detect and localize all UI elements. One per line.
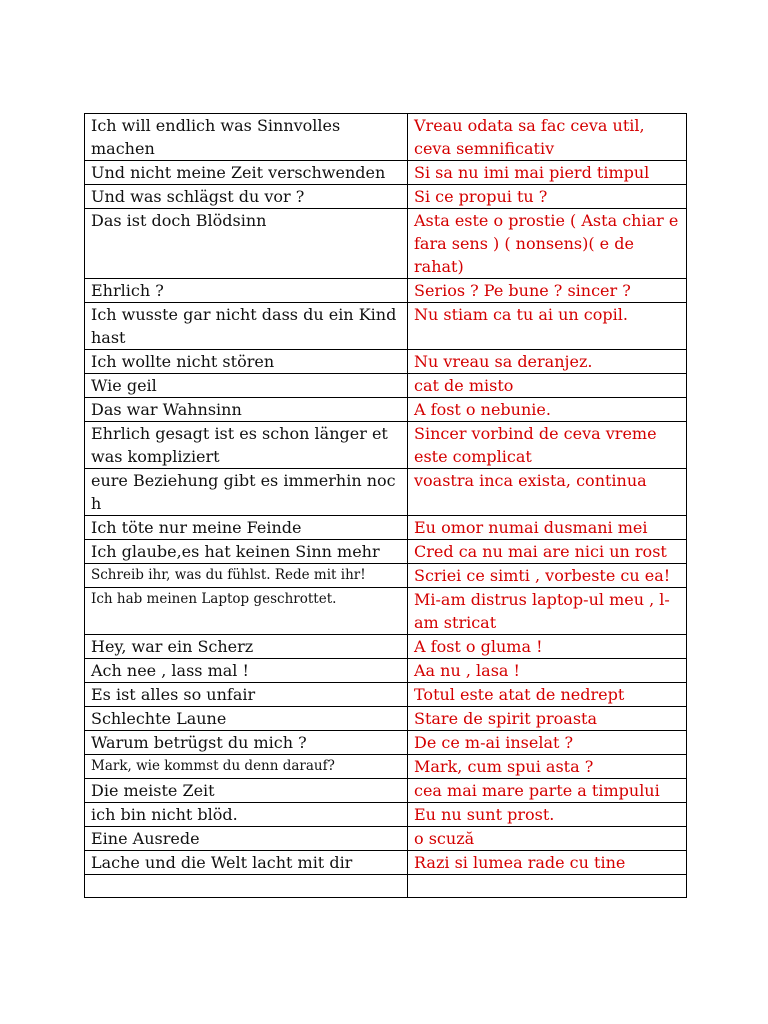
german-phrase-cell: Ich hab meinen Laptop geschrottet. (85, 588, 408, 635)
table-row (85, 564, 687, 588)
romanian-translation-cell: A fost o nebunie. (408, 398, 687, 422)
german-phrase-cell: Ich wollte nicht stören (85, 350, 408, 374)
romanian-translation-cell: Cred ca nu mai are nici un rost (408, 540, 687, 564)
table-row (85, 374, 687, 398)
german-phrase-cell: Lache und die Welt lacht mit dir (85, 851, 408, 875)
romanian-translation-cell: Eu nu sunt prost. (408, 803, 687, 827)
table-row (85, 279, 687, 303)
romanian-translation-cell: Sincer vorbind de ceva vreme este complicat (408, 422, 687, 469)
german-phrase-cell: Das ist doch Blödsinn (85, 209, 408, 279)
romanian-translation-cell: Vreau odata sa fac ceva util, ceva semnificativ (408, 114, 687, 161)
romanian-translation-cell: o scuză (408, 827, 687, 851)
german-phrase-cell: Schlechte Laune (85, 707, 408, 731)
german-phrase-cell: Mark, wie kommst du denn darauf? (85, 755, 408, 779)
romanian-translation-cell: A fost o gluma ! (408, 635, 687, 659)
german-phrase-cell: Hey, war ein Scherz (85, 635, 408, 659)
table-row (85, 803, 687, 827)
romanian-translation-cell (408, 875, 687, 898)
german-phrase-cell: Eine Ausrede (85, 827, 408, 851)
german-phrase-cell: Und nicht meine Zeit verschwenden (85, 161, 408, 185)
table-row (85, 114, 687, 161)
table-row (85, 303, 687, 350)
table-row (85, 209, 687, 279)
romanian-translation-cell: Nu vreau sa deranjez. (408, 350, 687, 374)
german-phrase-cell: Und was schlägst du vor ? (85, 185, 408, 209)
table-row (85, 755, 687, 779)
german-phrase-cell: Ach nee , lass mal ! (85, 659, 408, 683)
romanian-translation-cell: Totul este atat de nedrept (408, 683, 687, 707)
table-row (85, 683, 687, 707)
table-row (85, 635, 687, 659)
table-row (85, 588, 687, 635)
table-row (85, 516, 687, 540)
german-phrase-cell: Ich töte nur meine Feinde (85, 516, 408, 540)
vocabulary-table-body (85, 114, 687, 898)
table-row (85, 185, 687, 209)
table-row (85, 731, 687, 755)
romanian-translation-cell: De ce m-ai inselat ? (408, 731, 687, 755)
romanian-translation-cell: Serios ? Pe bune ? sincer ? (408, 279, 687, 303)
german-phrase-cell: Die meiste Zeit (85, 779, 408, 803)
romanian-translation-cell: Scriei ce simti , vorbeste cu ea! (408, 564, 687, 588)
romanian-translation-cell: Mark, cum spui asta ? (408, 755, 687, 779)
romanian-translation-cell: Nu stiam ca tu ai un copil. (408, 303, 687, 350)
german-phrase-cell: Das war Wahnsinn (85, 398, 408, 422)
german-phrase-cell: Ehrlich gesagt ist es schon länger et was kompliziert (85, 422, 408, 469)
german-phrase-cell: Schreib ihr, was du fühlst. Rede mit ihr! (85, 564, 408, 588)
vocabulary-table (84, 113, 687, 898)
romanian-translation-cell: Si sa nu imi mai pierd timpul (408, 161, 687, 185)
romanian-translation-cell: Aa nu , lasa ! (408, 659, 687, 683)
romanian-translation-cell: voastra inca exista, continua (408, 469, 687, 516)
romanian-translation-cell: Asta este o prostie ( Asta chiar e fara sens ) ( nonsens)( e de rahat) (408, 209, 687, 279)
romanian-translation-cell: Stare de spirit proasta (408, 707, 687, 731)
romanian-translation-cell: cat de misto (408, 374, 687, 398)
table-row (85, 851, 687, 875)
german-phrase-cell (85, 875, 408, 898)
romanian-translation-cell: Eu omor numai dusmani mei (408, 516, 687, 540)
german-phrase-cell: Ich wusste gar nicht dass du ein Kind hast (85, 303, 408, 350)
german-phrase-cell: Wie geil (85, 374, 408, 398)
romanian-translation-cell: Si ce propui tu ? (408, 185, 687, 209)
table-row (85, 422, 687, 469)
german-phrase-cell: eure Beziehung gibt es immerhin noc h (85, 469, 408, 516)
table-row (85, 827, 687, 851)
german-phrase-cell: Warum betrügst du mich ? (85, 731, 408, 755)
table-row (85, 707, 687, 731)
german-phrase-cell: Es ist alles so unfair (85, 683, 408, 707)
table-row (85, 779, 687, 803)
german-phrase-cell: Ich will endlich was Sinnvolles machen (85, 114, 408, 161)
table-row (85, 350, 687, 374)
romanian-translation-cell: Razi si lumea rade cu tine (408, 851, 687, 875)
romanian-translation-cell: Mi-am distrus laptop-ul meu , l-am stricat (408, 588, 687, 635)
table-row (85, 469, 687, 516)
table-row (85, 161, 687, 185)
table-row (85, 398, 687, 422)
german-phrase-cell: ich bin nicht blöd. (85, 803, 408, 827)
german-phrase-cell: Ehrlich ? (85, 279, 408, 303)
table-row (85, 659, 687, 683)
german-phrase-cell: Ich glaube,es hat keinen Sinn mehr (85, 540, 408, 564)
romanian-translation-cell: cea mai mare parte a timpului (408, 779, 687, 803)
table-row (85, 540, 687, 564)
table-row (85, 875, 687, 898)
